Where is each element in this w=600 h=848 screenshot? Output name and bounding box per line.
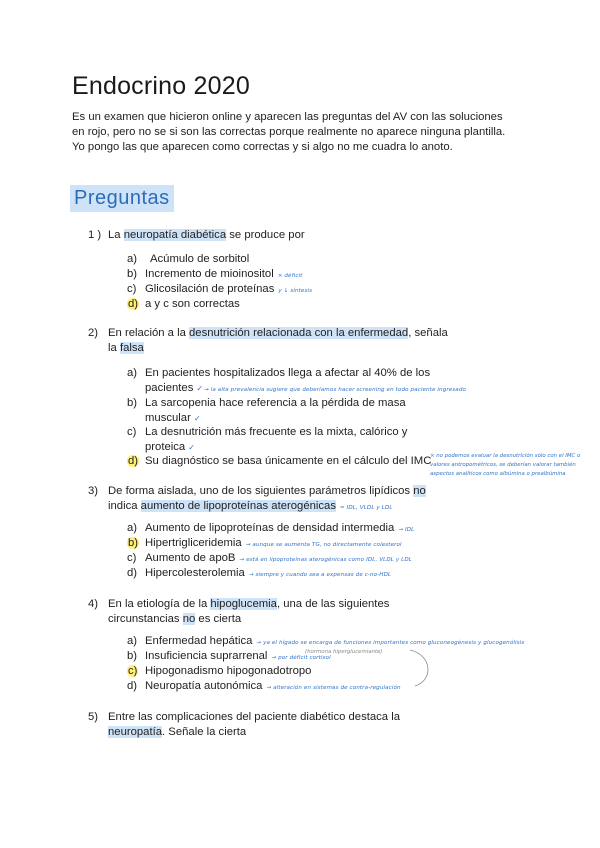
- option-text: Glicosilación de proteínas: [145, 283, 275, 295]
- page-title: Endocrino 2020: [72, 72, 250, 100]
- option-text: Enfermedad hepática: [145, 635, 253, 647]
- option-letter: b): [127, 268, 138, 280]
- option-text: Acúmulo de sorbitol: [150, 253, 250, 265]
- option-letter: d): [127, 567, 138, 579]
- option-text: Insuficiencia suprarrenal: [145, 650, 268, 662]
- option-text: a y c son correctas: [145, 298, 240, 310]
- option-text: Aumento de lipoproteínas de densidad intermedia: [145, 522, 395, 534]
- check-icon: ✓: [196, 384, 204, 393]
- option-letter: a): [127, 367, 138, 379]
- option-text: La sarcopenia hace referencia a la pérdida de masa: [145, 397, 406, 409]
- handwritten-side-note: (hormona hiperglucemiante): [305, 649, 383, 655]
- option-text: Aumento de apoB: [145, 552, 236, 564]
- question-text: En la etiología de la hipoglucemia, una de las siguientes circunstancias no es cierta: [108, 598, 390, 625]
- question-text: Entre las complicaciones del paciente diabético destaca la neuropatía. Señale la cierta: [108, 711, 401, 738]
- question-number: 5): [88, 711, 99, 723]
- question-text: De forma aislada, uno de los siguientes parámetros lipídicos no indica aumento de lipoproteínas aterogénicas ≈ IDL, VLDL y LDL: [108, 485, 426, 512]
- option-letter: c): [127, 552, 137, 564]
- correct-answer-marker: d): [128, 298, 139, 310]
- option-letter: c): [127, 283, 137, 295]
- option-text: Hipercolesterolemia: [145, 567, 245, 579]
- option-letter: a): [127, 253, 138, 265]
- correct-answer-marker: c): [128, 665, 138, 677]
- option-letter: c): [127, 426, 137, 438]
- question-number: 3): [88, 485, 99, 497]
- handwritten-note-2d: × no podemos evaluar la desnutrición sólo con el IMC o valores antropométricos, se deberían valorar también aspectos analíticos como albúmina o prealbúmina: [430, 453, 581, 477]
- option-text: Neuropatía autonómica: [145, 680, 263, 692]
- option-letter: a): [127, 522, 138, 534]
- option-letter: b): [127, 397, 138, 409]
- option-letter: a): [127, 635, 138, 647]
- handwritten-note: → IDL: [398, 527, 415, 533]
- handwritten-note: → alteración en sistemas de contra-regulación: [266, 685, 401, 691]
- option-text: Hipertrigliceridemia: [145, 537, 242, 549]
- handwritten-note: → ya el hígado se encarga de funciones importantes como gluconeogénesis y glucogenólisis: [256, 640, 525, 646]
- intro-paragraph: Es un examen que hicieron online y aparecen las preguntas del AV con las soluciones en rojo, pero no se si son las correctas porque realmente no aparece ninguna plantilla. Yo pongo las que aparecen como correctas y si algo no me cuadra lo anoto.: [72, 111, 506, 154]
- correct-answer-marker: b): [128, 537, 139, 549]
- check-icon: ✓: [193, 414, 201, 423]
- handwritten-note: → por déficit cortisol: [271, 655, 331, 661]
- question-text: En relación a la desnutrición relacionada con la enfermedad, señala la falsa: [108, 327, 448, 354]
- option-text: Hipogonadismo hipogonadotropo: [145, 665, 312, 677]
- option-letter: d): [127, 680, 138, 692]
- option-text: Su diagnóstico se basa únicamente en el cálculo del IMC: [145, 455, 432, 467]
- handwritten-note: → la alta prevalencia sugiere que deberíamos hacer screening en todo paciente ingresado: [204, 387, 467, 393]
- question-number: 2): [88, 327, 99, 339]
- option-text: La desnutrición más frecuente es la mixta, calórico y: [145, 426, 408, 438]
- option-letter: b): [127, 650, 138, 662]
- handwritten-note: → está en lipoproteínas aterogénicas como IDL, VLDL y LDL: [239, 557, 412, 563]
- handwritten-note: × déficit: [277, 273, 303, 279]
- question-number: 1 ): [88, 229, 102, 241]
- option-text: En pacientes hospitalizados llega a afectar al 40% de los: [145, 367, 431, 379]
- handwritten-note: y ↓ síntesis: [278, 288, 313, 294]
- question-number: 4): [88, 598, 99, 610]
- handwritten-note: → siempre y cuando sea a expensas de c-no-HDL: [248, 572, 392, 578]
- section-heading: Preguntas: [70, 185, 174, 212]
- correct-answer-marker: d): [128, 455, 139, 467]
- check-icon: ✓: [188, 443, 195, 452]
- handwritten-note: → aunque se aumenta TG, no directamente colesterol: [245, 542, 402, 548]
- document-page: Endocrino 2020 Es un examen que hicieron online y aparecen las preguntas del AV con las soluciones en rojo, pero no se si son las correctas porque realmente no aparece ninguna plantilla. Yo pongo las que aparecen como correctas y si algo no me cuadra lo anoto. Preguntas 1 ) La neuropatía diabética se produce por a) Acúmulo de sorbitol b) Incremento de mioinositol × déficit c) Glicosilación de proteínas y ↓ síntesis d) a y c son correctas 2) En relación a la desnutrición relacionada con la enfermedad, señala la falsa a) En pacientes hospitalizados llega a afectar al 40% de los pacientes ✓→ la alta prevalencia sugiere que deberíamos hacer screening en todo paciente ingresado b) La sarcopenia hace referencia a la pérdida de masa muscular ✓ c) La desnutrición más frecuente es la mixta, calórico y proteica ✓ d) Su diagnóstico se basa únicamente en el cálculo del IMC × no podemos evaluar la desnutrición sólo con el IMC o valores antropométricos, se deberían valorar también aspectos analíticos como albúmina o prealbúmina 3) De forma aislada, uno de los siguientes parámetros lipídicos no indica aumento de lipoproteínas aterogénicas ≈ IDL, VLDL y LDL a) Aumento de lipoproteínas de densidad intermedia → IDL b) Hipertrigliceridemia → aunque se aumenta TG, no directamente colesterol c) Aumento de apoB → está en lipoproteínas aterogénicas como IDL, VLDL y LDL d) Hipercolesterolemia → siempre y cuando sea a expensas de c-no-HDL 4) En la etiología de la hipoglucemia, una de las siguientes circunstancias no es cierta a) Enfermedad hepática → ya el hígado se encarga de funciones importantes como gluconeogénesis y glucogenólisis b) Insuficiencia suprarrenal → por déficit cortisol (hormona hiperglucemiante) c) Hipogonadismo hipogonadotropo d) Neuropatía autonómica → alteración en sistemas de contra-regulación 5) Entre las complicaciones del paciente diabético destaca la neuropatía. Señale la cierta: [0, 0, 600, 848]
- question-text: La neuropatía diabética se produce por: [108, 229, 305, 241]
- option-text: Incremento de mioinositol: [145, 268, 274, 280]
